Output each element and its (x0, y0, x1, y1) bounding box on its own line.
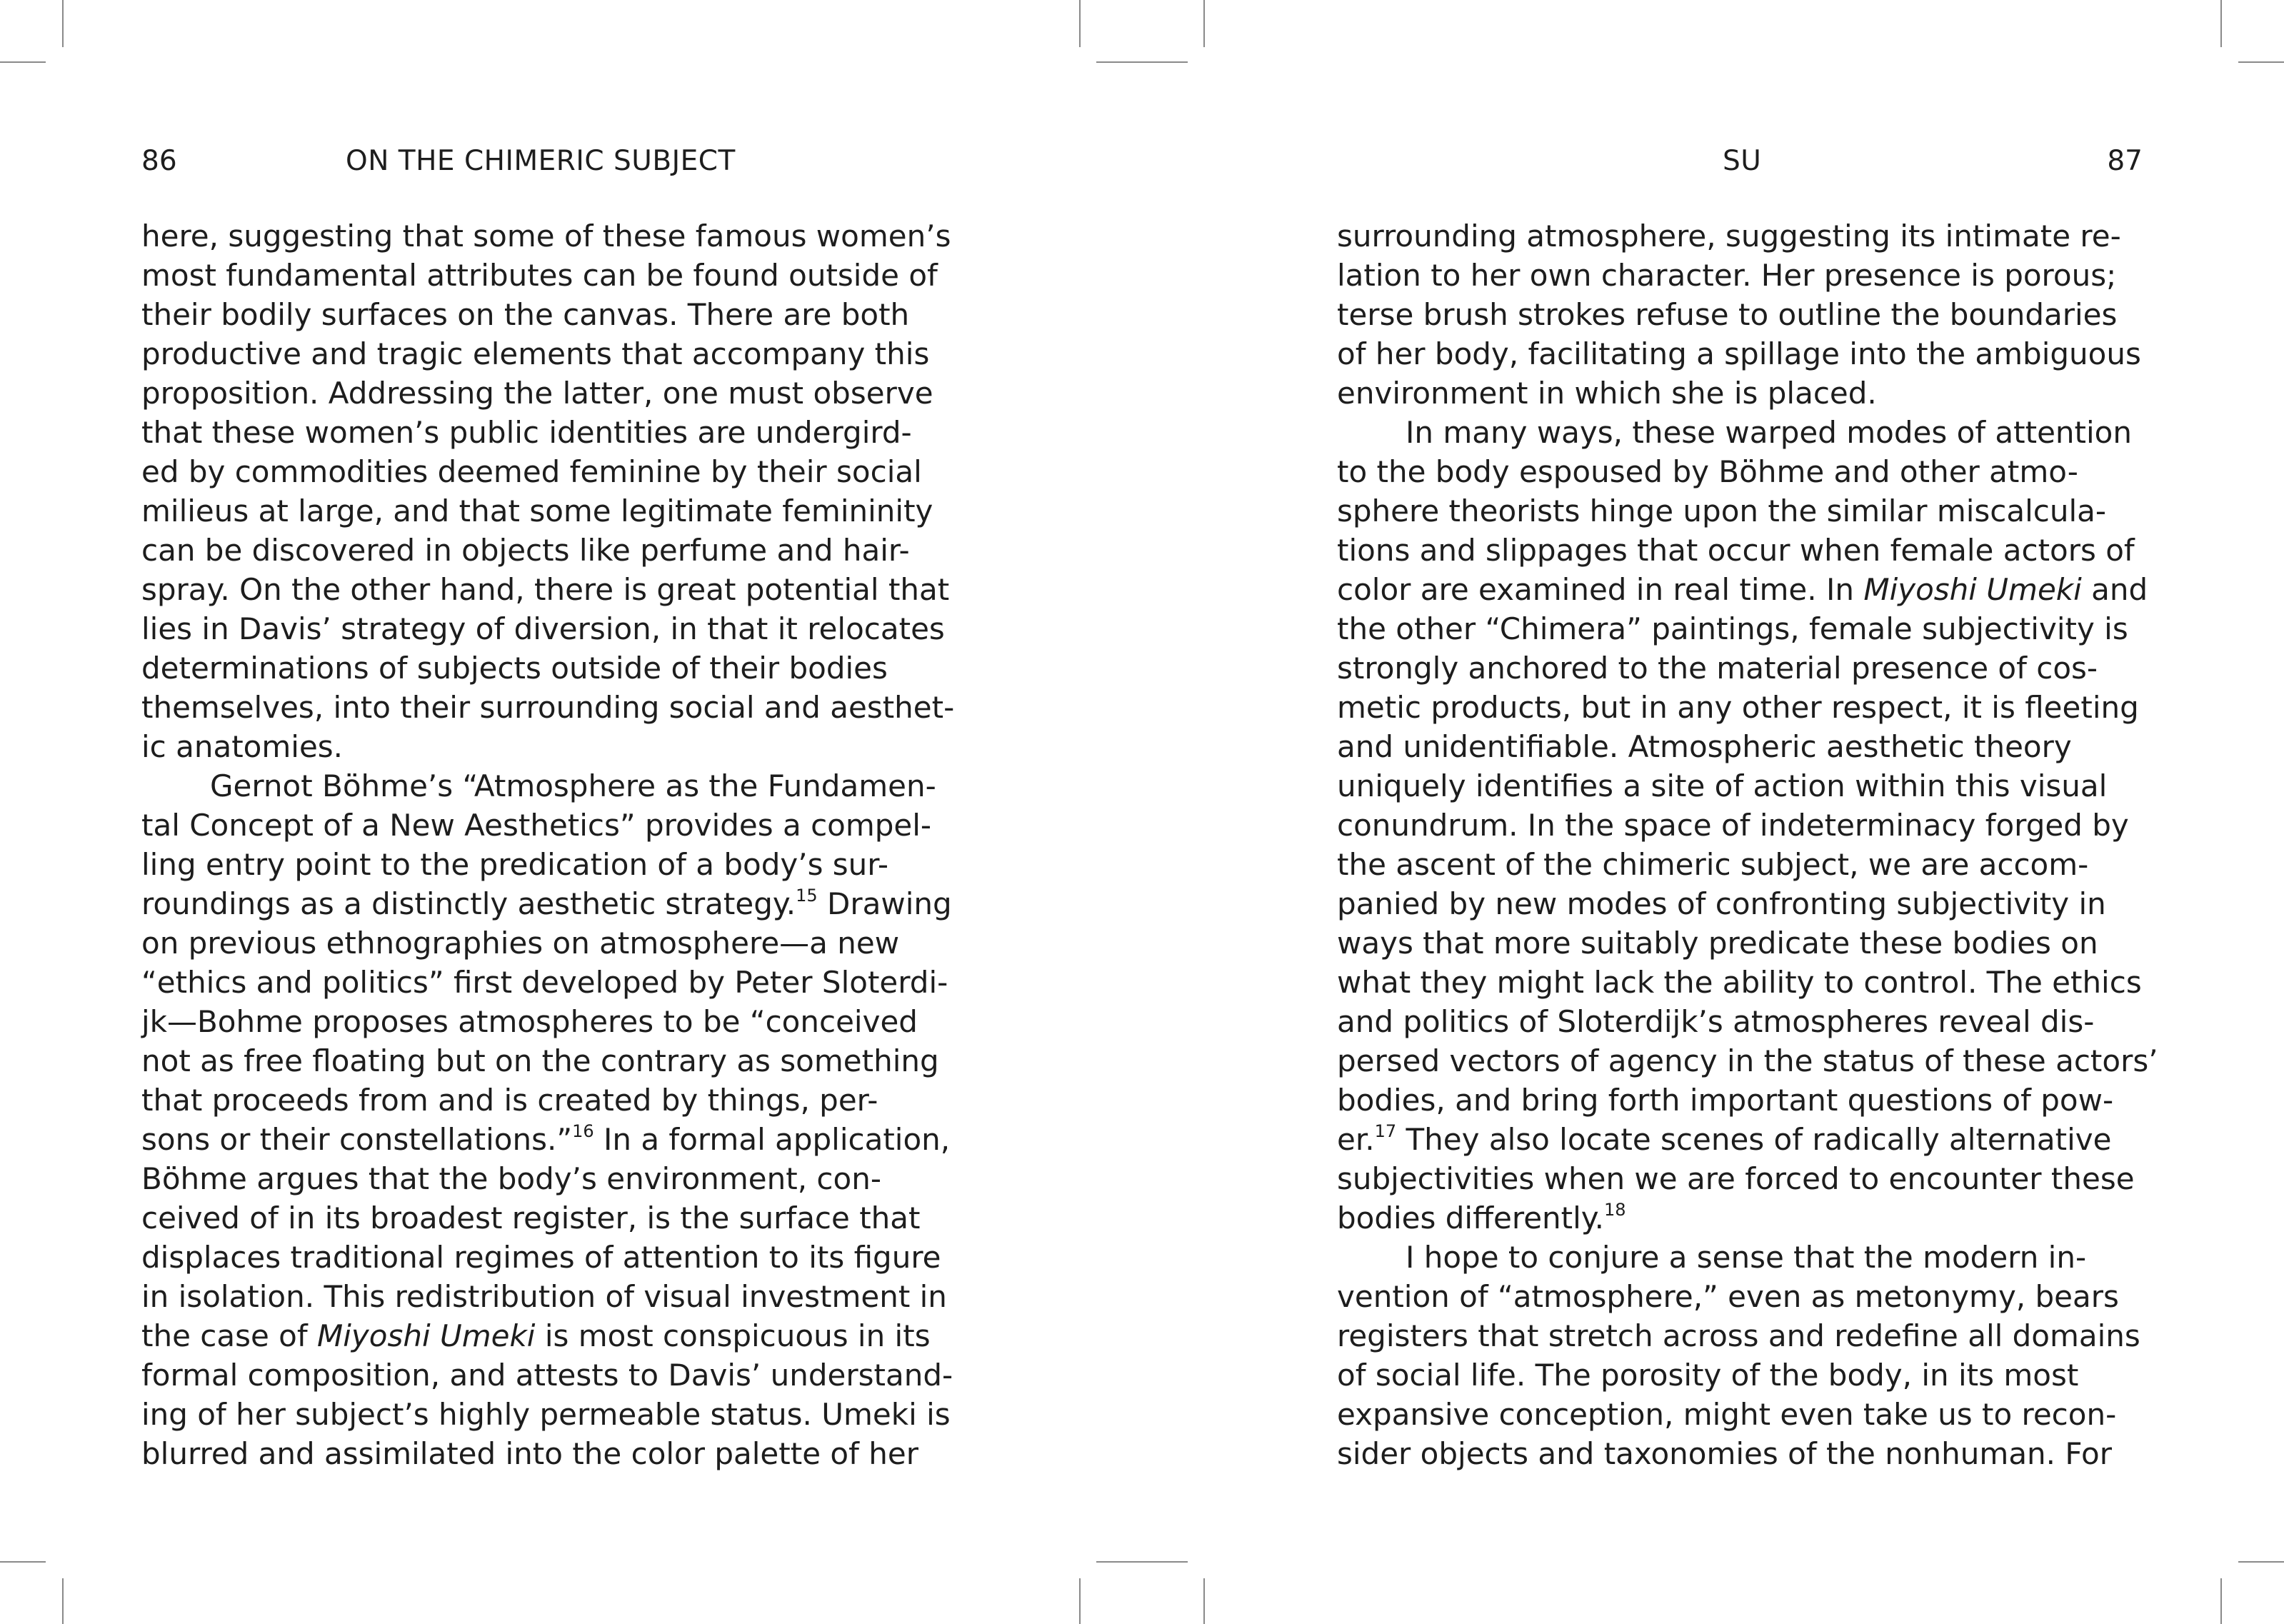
running-head: ON THE CHIMERIC SUBJECT (346, 145, 736, 177)
text-line (1337, 531, 2143, 570)
crop-mark (2220, 1578, 2222, 1624)
line-text: “ethics and politics” first developed by Peter Sloterdi- (141, 965, 948, 1000)
text-line (141, 374, 941, 413)
line-text: color are examined in real time. In (1337, 572, 1864, 607)
line-text: uniquely identifies a site of action within this visual (1337, 768, 2108, 803)
line-text: They also locate scenes of radically alternative (1396, 1122, 2112, 1157)
line-text: the other “Chimera” paintings, female subjectivity is (1337, 611, 2128, 646)
text-line (141, 1434, 941, 1473)
line-text: registers that stretch across and redefine all domains (1337, 1318, 2140, 1353)
line-text: ling entry point to the predication of a body’s sur- (141, 847, 889, 882)
line-text: and (2081, 572, 2148, 607)
line-text: I hope to conjure a sense that the modern in- (1406, 1240, 2087, 1275)
italic-title: Miyoshi Umeki (1863, 572, 2082, 607)
line-text: terse brush strokes refuse to outline the boundaries (1337, 297, 2118, 332)
text-line (1337, 648, 2143, 688)
line-text: proposition. Addressing the latter, one must observe (141, 376, 933, 411)
line-text: vention of “atmosphere,” even as metonymy, bears (1337, 1279, 2119, 1314)
text-line (141, 334, 941, 374)
text-line (141, 806, 941, 845)
text-line (1337, 727, 2143, 766)
text-line (1337, 806, 2143, 845)
text-line (141, 1395, 951, 1434)
text-line (141, 1002, 941, 1041)
line-text: sphere theorists hinge upon the similar miscalcula- (1337, 493, 2107, 528)
text-line (1337, 1316, 2143, 1355)
footnote-ref: 15 (796, 886, 818, 906)
line-text: ed by commodities deemed feminine by their social (141, 454, 922, 489)
line-text: lation to her own character. Her presence is porous; (1337, 258, 2117, 293)
crop-mark (1079, 1578, 1081, 1624)
crop-mark (62, 0, 64, 47)
text-line (1337, 1198, 2143, 1238)
text-line (141, 1041, 941, 1081)
line-text: expansive conception, might even take us to recon- (1337, 1397, 2117, 1432)
line-text: Böhme argues that the body’s environment, con- (141, 1161, 881, 1196)
line-text: subjectivities when we are forced to encounter these (1337, 1161, 2135, 1196)
line-text: not as free floating but on the contrary as something (141, 1043, 939, 1078)
line-text: tal Concept of a New Aesthetics” provides a compel- (141, 808, 932, 843)
line-text: milieus at large, and that some legitimate femininity (141, 493, 933, 528)
line-text: surrounding atmosphere, suggesting its intimate re- (1337, 219, 2121, 254)
text-line (141, 216, 951, 256)
line-text: of her body, facilitating a spillage into the ambiguous (1337, 336, 2141, 371)
running-head: SU (1723, 145, 1762, 177)
crop-mark (62, 1578, 64, 1624)
line-text: strongly anchored to the material presence of cos- (1337, 651, 2098, 686)
text-line (141, 648, 941, 688)
line-text: is most conspicuous in its (535, 1318, 931, 1353)
line-text: most fundamental attributes can be found outside of (141, 258, 938, 293)
line-text: and politics of Sloterdijk’s atmospheres reveal dis- (1337, 1004, 2095, 1039)
text-line (1337, 766, 2143, 806)
body-text (141, 216, 955, 1473)
text-line (1337, 1434, 2143, 1473)
text-line (1337, 1041, 2158, 1081)
crop-mark (2220, 0, 2222, 47)
line-text: displaces traditional regimes of attention to its figure (141, 1240, 941, 1275)
crop-mark (1203, 0, 1205, 47)
line-text: productive and tragic elements that accompany this (141, 336, 930, 371)
text-line (1337, 295, 2143, 334)
text-line (1337, 1120, 2143, 1159)
line-text: what they might lack the ability to control. The ethics (1337, 965, 2142, 1000)
text-line (1337, 963, 2143, 1002)
text-line (141, 963, 948, 1002)
line-text: that these women’s public identities are undergird- (141, 415, 912, 450)
crop-mark (0, 61, 46, 63)
text-line (141, 884, 952, 923)
line-text: formal composition, and attests to Davis’ understand- (141, 1358, 953, 1393)
text-line (1337, 413, 2143, 452)
left-page (141, 0, 955, 1624)
line-text: ing of her subject’s highly permeable status. Umeki is (141, 1397, 951, 1432)
crop-mark (1079, 0, 1081, 47)
text-line (141, 531, 941, 570)
line-text: to the body espoused by Böhme and other atmo- (1337, 454, 2078, 489)
italic-title: Miyoshi Umeki (317, 1318, 536, 1353)
line-text: jk—Bohme proposes atmospheres to be “conceived (141, 1004, 918, 1039)
crop-mark (1096, 61, 1188, 63)
text-line (1337, 609, 2143, 648)
page-header (141, 141, 941, 184)
right-page (1337, 0, 2158, 1624)
line-text: the ascent of the chimeric subject, we are accom- (1337, 847, 2089, 882)
text-line (141, 452, 941, 491)
line-text: ceived of in its broadest register, is the surface that (141, 1201, 921, 1235)
page-number: 87 (2107, 145, 2143, 177)
crop-mark (2238, 1561, 2284, 1563)
text-line (1337, 570, 2148, 609)
line-text: sider objects and taxonomies of the nonhuman. For (1337, 1436, 2113, 1471)
text-line (141, 1081, 941, 1120)
line-text: can be discovered in objects like perfume and hair- (141, 533, 910, 568)
text-line (1337, 374, 2143, 413)
text-line (141, 1316, 941, 1355)
line-text: Drawing (817, 886, 952, 921)
text-line (1337, 688, 2143, 727)
text-line (141, 1355, 953, 1395)
text-line (1337, 884, 2143, 923)
text-line (141, 1159, 941, 1198)
line-text: environment in which she is placed. (1337, 376, 1877, 411)
text-line (141, 609, 945, 648)
line-text: on previous ethnographies on atmosphere—a new (141, 926, 900, 961)
text-line (141, 1238, 941, 1277)
text-line (141, 688, 955, 727)
text-line (1337, 256, 2143, 295)
text-line (141, 413, 941, 452)
line-text: tions and slippages that occur when female actors of (1337, 533, 2135, 568)
line-text: blurred and assimilated into the color palette of her (141, 1436, 918, 1471)
text-line (1337, 1081, 2143, 1120)
text-line (1337, 491, 2143, 531)
text-line (1337, 1159, 2143, 1198)
line-text: that proceeds from and is created by things, per- (141, 1083, 878, 1118)
line-text: and unidentifiable. Atmospheric aesthetic theory (1337, 729, 2072, 764)
text-line (1337, 452, 2143, 491)
page-header (1337, 141, 2143, 184)
line-text: Gernot Böhme’s “Atmosphere as the Fundamen- (210, 768, 936, 803)
text-line (141, 295, 941, 334)
line-text: lies in Davis’ strategy of diversion, in that it relocates (141, 611, 945, 646)
crop-mark (2238, 61, 2284, 63)
text-line (141, 923, 941, 963)
line-text: panied by new modes of confronting subjectivity in (1337, 886, 2106, 921)
body-text (1337, 216, 2158, 1473)
line-text: ways that more suitably predicate these bodies on (1337, 926, 2098, 961)
crop-mark (1096, 1561, 1188, 1563)
text-line (141, 727, 941, 766)
crop-mark (1203, 1578, 1205, 1624)
line-text: determinations of subjects outside of their bodies (141, 651, 888, 686)
line-text: of social life. The porosity of the body, in its most (1337, 1358, 2079, 1393)
line-text: persed vectors of agency in the status of these actors’ (1337, 1043, 2158, 1078)
page-number: 86 (141, 145, 177, 177)
text-line (141, 570, 950, 609)
crop-mark (0, 1561, 46, 1563)
text-line (141, 766, 941, 806)
text-line (141, 491, 941, 531)
line-text: bodies differently. (1337, 1201, 1605, 1235)
line-text: their bodily surfaces on the canvas. There are both (141, 297, 910, 332)
line-text: themselves, into their surrounding social and aesthet- (141, 690, 955, 725)
line-text: roundings as a distinctly aesthetic strategy. (141, 886, 796, 921)
line-text: sons or their constellations.” (141, 1122, 573, 1157)
text-line (1337, 1277, 2143, 1316)
line-text: In a formal application, (593, 1122, 951, 1157)
line-text: bodies, and bring forth important questions of pow- (1337, 1083, 2114, 1118)
text-line (1337, 1395, 2143, 1434)
text-line (1337, 216, 2143, 256)
text-line (1337, 845, 2143, 884)
footnote-ref: 18 (1604, 1200, 1626, 1220)
text-line (1337, 923, 2143, 963)
line-text: in isolation. This redistribution of visual investment in (141, 1279, 947, 1314)
text-line (1337, 1355, 2143, 1395)
text-line (141, 256, 941, 295)
footnote-ref: 16 (572, 1121, 594, 1141)
line-text: here, suggesting that some of these famous women’s (141, 219, 951, 254)
line-text: spray. On the other hand, there is great potential that (141, 572, 950, 607)
text-line (1337, 334, 2143, 374)
text-line (1337, 1002, 2143, 1041)
text-line (141, 1198, 941, 1238)
footnote-ref: 17 (1374, 1121, 1397, 1141)
text-line (1337, 1238, 2143, 1277)
line-text: ic anatomies. (141, 729, 344, 764)
text-line (141, 1120, 951, 1159)
line-text: the case of (141, 1318, 318, 1353)
text-line (141, 845, 941, 884)
line-text: er. (1337, 1122, 1375, 1157)
line-text: metic products, but in any other respect, it is fleeting (1337, 690, 2139, 725)
line-text: In many ways, these warped modes of attention (1406, 415, 2132, 450)
text-line (141, 1277, 947, 1316)
line-text: conundrum. In the space of indeterminacy forged by (1337, 808, 2129, 843)
